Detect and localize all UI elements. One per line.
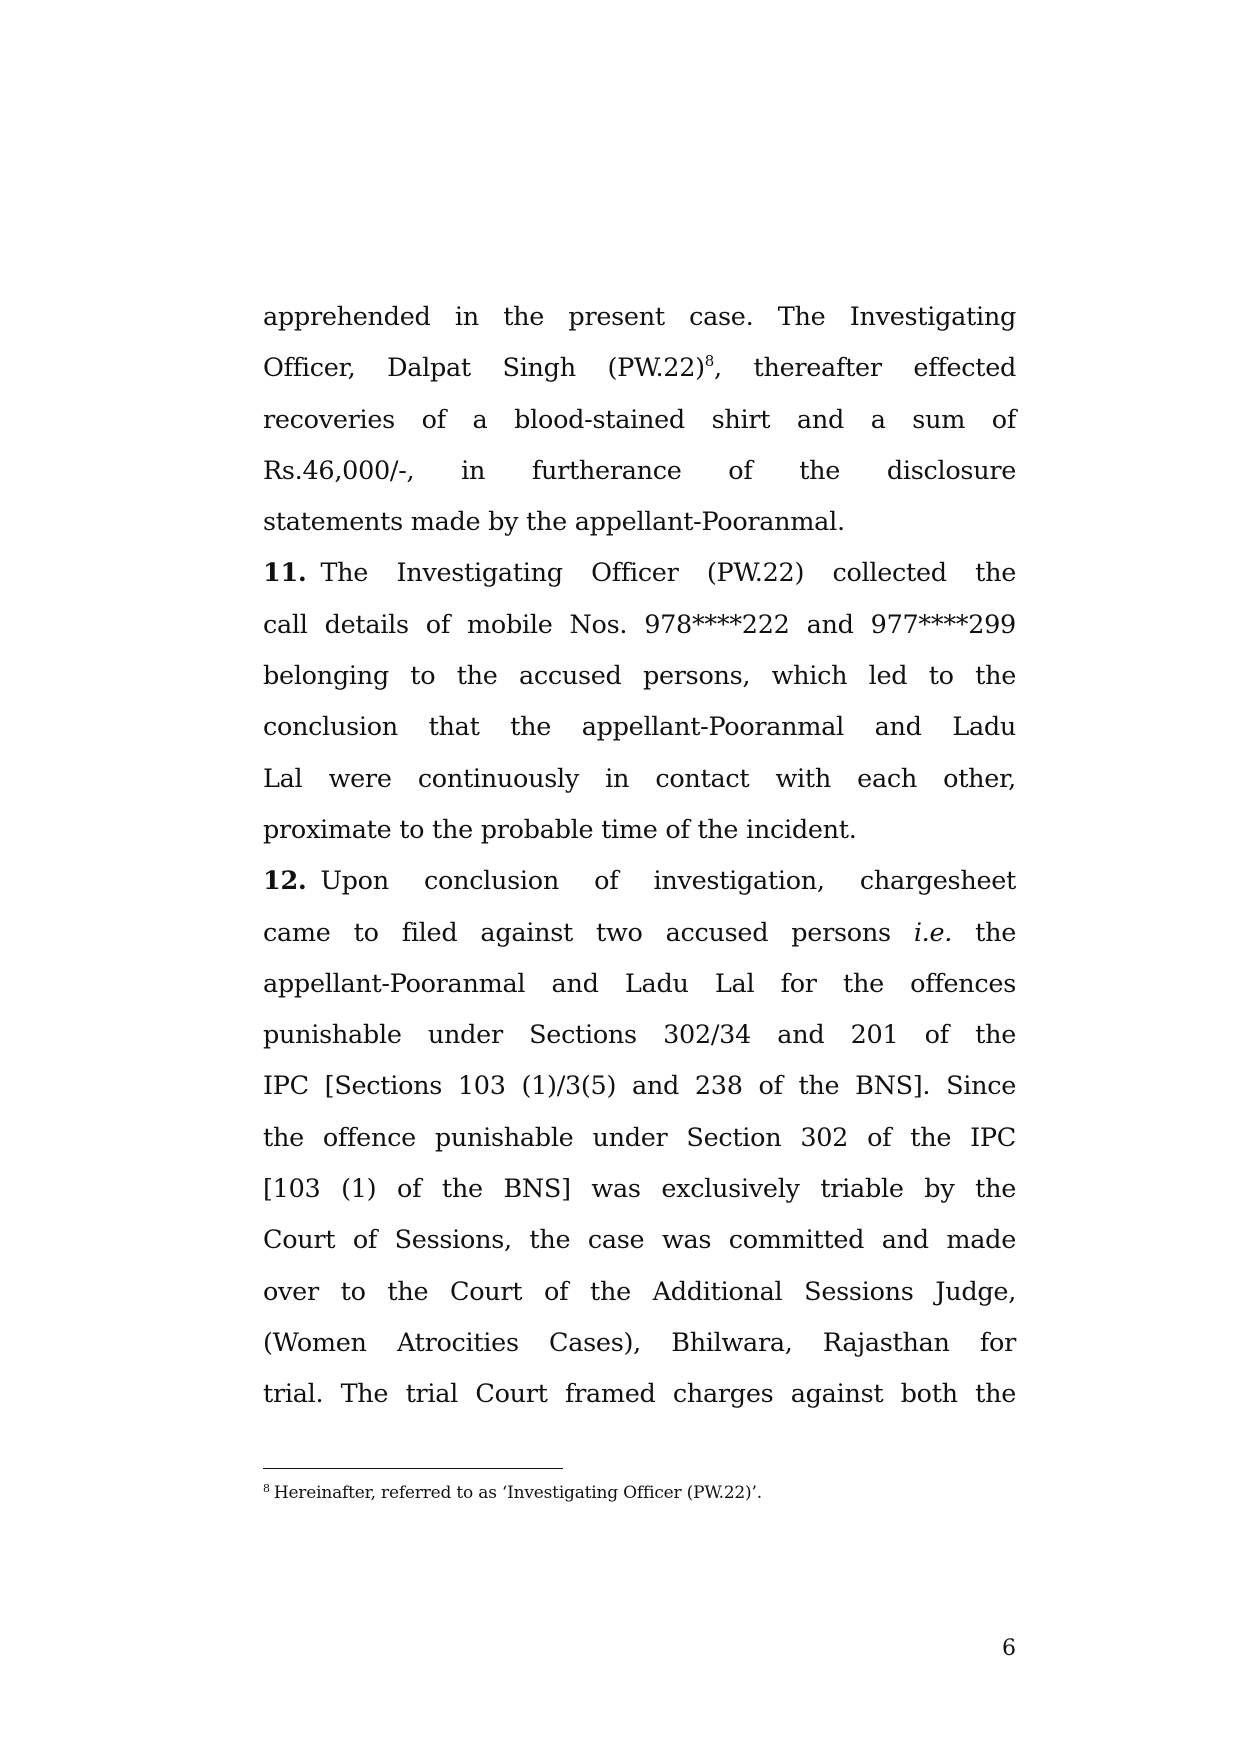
footnote-text: Hereinafter, referred to as ‘Investigating Officer (PW.22)’. [273, 1483, 762, 1503]
text-line: (Women Atrocities Cases), Bhilwara, Rajasthan for [263, 1327, 1016, 1358]
text-line: proximate to the probable time of the incident. [263, 814, 857, 845]
text-line: statements made by the appellant-Pooranmal. [263, 507, 845, 538]
text-line: belonging to the accused persons, which led to the [263, 661, 1016, 692]
text-line: the offence punishable under Section 302 of the IPC [263, 1122, 1016, 1153]
footnote-marker: 8 [263, 1482, 270, 1495]
text-line [263, 343, 1016, 394]
paragraph-11-first-line [263, 548, 1016, 599]
paragraph-number: 11. [263, 558, 307, 589]
footnote-reference-8[interactable]: 8 [704, 352, 715, 371]
text-line: over to the Court of the Additional Sessions Judge, [263, 1276, 1016, 1307]
text-line: Rs.46,000/-, in furtherance of the disclosure [263, 455, 1016, 486]
footnote-separator [263, 1468, 563, 1469]
text-line: appellant-Pooranmal and Ladu Lal for the offences [263, 968, 1016, 999]
paragraph-number: 12. [263, 866, 307, 897]
text-segment: the [952, 917, 1017, 948]
footnote [263, 1481, 1016, 1505]
text-segment: , thereafter effected [714, 353, 1017, 384]
text-line: apprehended in the present case. The Investigating [263, 302, 1016, 332]
body-text [263, 292, 1016, 1421]
text-segment: The Investigating Officer (PW.22) collected the [320, 558, 1016, 589]
text-segment: Upon conclusion of investigation, chargesheet [320, 866, 1016, 897]
text-line: punishable under Sections 302/34 and 201 of the [263, 1020, 1016, 1051]
page-number: 6 [1002, 1636, 1016, 1661]
text-line: [103 (1) of the BNS] was exclusively triable by the [263, 1174, 1016, 1205]
text-line: trial. The trial Court framed charges against both the [263, 1379, 1016, 1410]
paragraph-12-first-line [263, 856, 1016, 907]
text-line [263, 908, 1016, 959]
text-line: conclusion that the appellant-Pooranmal and Ladu [263, 712, 1016, 743]
text-line: recoveries of a blood-stained shirt and a sum of [263, 404, 1016, 435]
text-line: IPC [Sections 103 (1)/3(5) and 238 of the BNS]. Since [263, 1071, 1016, 1102]
text-segment: Officer, Dalpat Singh (PW.22) [263, 353, 705, 384]
text-line: Lal were continuously in contact with each other, [263, 763, 1016, 794]
text-line: Court of Sessions, the case was committed and made [263, 1225, 1016, 1256]
text-segment: came to filed against two accused persons [263, 917, 914, 948]
italic-text: i.e. [913, 917, 953, 948]
text-line: call details of mobile Nos. 978****222 and 977****299 [263, 609, 1016, 640]
